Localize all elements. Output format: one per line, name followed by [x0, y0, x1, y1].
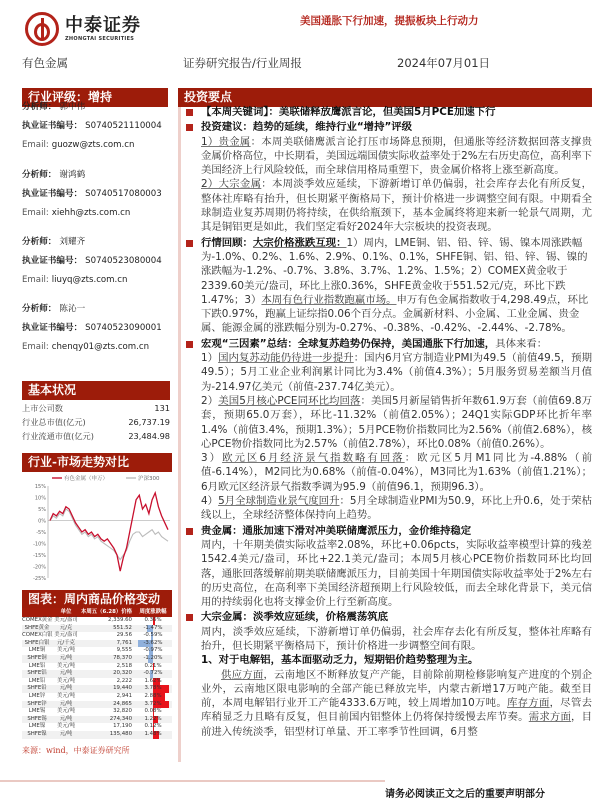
y-tick-label: -25%: [33, 576, 46, 582]
bullet-point: [184, 120, 592, 134]
analyst-name: 刘耀齐: [59, 237, 86, 247]
commodity-name: LME铅: [28, 677, 46, 684]
weekly-change: 2.88%: [144, 692, 162, 699]
commodity-price: 17,190: [113, 723, 132, 730]
commodity-price: 19,440: [113, 685, 132, 692]
underlined-phrase: 需求方面: [528, 711, 572, 724]
commodity-name: LME锌: [28, 692, 46, 699]
commodity-price: 135,480: [109, 730, 132, 737]
weekly-change: 1.62%: [144, 677, 162, 684]
table-header-cell: [22, 608, 52, 617]
rating-bar: 行业评级：增持: [22, 88, 168, 107]
legend-label: 沪深300: [138, 476, 160, 482]
commodity-price: 7,761: [116, 639, 132, 646]
analyst-name-label: 分析师：: [22, 304, 57, 314]
text-segment: ，云南地区不断释放复产产能，目前除前期检修影响复产进度的个别企业外，云南地区限电影响的全部产能已释放完毕，内蒙古新增17万吨产能。截至目前，本周电解铝行业开工产能4333.6万吨，较上周增加10万吨。: [201, 668, 593, 710]
paragraph: [201, 351, 592, 394]
weekly-change: 0.12%: [144, 723, 162, 730]
commodity-price: 32,820: [113, 708, 132, 715]
bullet-point: [184, 337, 592, 351]
paragraph: [201, 494, 592, 523]
analyst-email-row: [22, 136, 172, 155]
commodity-price: 24,865: [113, 700, 132, 707]
table-header-cell: 单位: [60, 609, 72, 615]
price-table: [22, 608, 172, 739]
price-table-bar: 图表：周内商品价格变动: [22, 590, 172, 608]
analyst-cert: S0740523080004: [85, 256, 162, 266]
text-segment: ：本周美联储鹰派言论打压市场降息预期，但通胀等经济数据回落支撑贵金属价格高位，中长期看，美国远端国债实际收益率处于2%左右历史高位，高利率下美国经济上行风险较低，而全球信用格局重塑下，贵金属价格将上涨至新高度。: [201, 135, 592, 177]
text-segment: 周内，十年期美债实际收益率2.08%，环比+0.06pcts，实际收益率模型计算的残差1542.4美元/盎司，环比+22.1美元/盎司；本周5月核心PCE物价指数同环比均回落，通胀回落缓解前期美联储鹰派压力，目前美国十年期国债实际收益率处于2%左右的历史高位，在高利率下美国经济超预期上行风险较低，而去全球化背景下，美元信用的持续弱化也将支撑金价上行至新高度。: [201, 538, 592, 609]
paragraph: [201, 668, 592, 739]
analyst-card: [22, 98, 172, 155]
logo-icon: [25, 12, 59, 46]
weekly-change: 0.08%: [144, 708, 162, 715]
commodity-name: LME镍: [28, 723, 46, 730]
underlined-phrase: 5月全球制造业景气度回升: [218, 495, 340, 508]
analyst-card: [22, 233, 172, 290]
basic-info-row: [22, 429, 170, 443]
weekly-change: -0.97%: [143, 647, 163, 654]
commodity-unit: 元/吨: [59, 685, 73, 692]
text-segment: 2）: [201, 394, 219, 407]
paragraph: [201, 451, 592, 494]
footer-disclaimer: 请务必阅读正文之后的重要声明部分: [385, 789, 545, 800]
analyst-name: 郭中伟: [59, 102, 86, 112]
weekly-change: 3.78%: [144, 685, 162, 692]
commodity-price: 9,555: [116, 647, 132, 654]
commodity-name: COMEX黄金: [22, 617, 53, 623]
weekly-change: -1.20%: [143, 654, 163, 661]
commodity-unit: 美元/吨: [57, 677, 75, 684]
weekly-change: 1.48%: [144, 730, 162, 737]
table-row: [22, 723, 172, 731]
trend-chart-bar: 行业-市场走势对比: [22, 453, 172, 472]
commodity-unit: 元/吨: [59, 654, 73, 661]
commodity-price: 78,370: [113, 654, 132, 661]
commodity-unit: 美元/盎司: [54, 617, 78, 623]
text-segment: ：欧元区5月M1同比为-4.88%（前值-6.14%），M2同比为0.68%（前值-0.04%），M3同比为1.63%（前值1.21%）；6月欧元区经济景气指数季调为95.9（前值96.1，预期96.3）。: [201, 452, 592, 493]
analyst-email[interactable]: chenqy01@zts.com.cn: [51, 342, 150, 352]
series-line-1: [50, 509, 168, 560]
commodity-price: 20,320: [113, 670, 132, 677]
analyst-cert: S0740521110004: [85, 121, 162, 131]
text-segment: 宏观“三因素”总结：全球复苏趋势仍保持，美国通胀下行加速，: [201, 337, 496, 350]
table-row: [22, 617, 172, 625]
analyst-email-label: Email:: [22, 208, 49, 218]
underlined-phrase: 欧元区6月经济景气指数略有回落: [222, 452, 405, 465]
table-row: [22, 693, 172, 701]
table-row: [22, 632, 172, 640]
analyst-email-row: [22, 271, 172, 290]
report-headline: 美国通胀下行加速，提振板块上行动力: [300, 15, 479, 27]
commodity-name: LME铜: [28, 647, 46, 654]
underlined-phrase: 大宗价格涨跌互现：: [252, 236, 347, 249]
analyst-name-label: 分析师：: [22, 170, 57, 180]
analyst-email-label: Email:: [22, 275, 49, 285]
underlined-phrase: 国内复苏动能仍待进一步提升: [218, 352, 354, 365]
report-date: 2024年07月01日: [397, 56, 491, 70]
basic-info-value: 131: [154, 403, 170, 413]
series-line-0: [50, 493, 168, 571]
commodity-name: SHFE锡: [27, 715, 47, 722]
commodity-unit: 美元/吨: [57, 708, 75, 715]
commodity-unit: 元/千克: [57, 639, 75, 646]
table-row: [22, 701, 172, 709]
analyst-cert-label: 执业证书编号：: [22, 189, 83, 199]
company-logo: [25, 12, 141, 46]
commodity-unit: 美元/吨: [57, 647, 75, 654]
bullet-point: [184, 610, 592, 624]
analyst-name: 谢鸿鹤: [59, 170, 86, 180]
commodity-name: SHFE锌: [27, 700, 47, 707]
text-segment: ：美国5月新屋销售折年数61.9万套（前值69.8万套，预期65.0万套），环比-11.32%（前值2.05%）；24Q1实际GDP环比折年率1.4%（前值3.4%，预期1.3%）；5月PCE物价指数同比为2.56%（前值2.68%），核心PCE物价指数同比为2.57%（前值2.78%），环比0.08%（前值0.26%）。: [201, 394, 592, 450]
y-tick-label: 5%: [38, 507, 46, 513]
y-tick-label: 15%: [34, 484, 46, 490]
text-segment: 行情回顾：: [201, 236, 253, 249]
table-header: [22, 608, 172, 617]
analyst-email-label: Email:: [22, 342, 49, 352]
legend-label: 有色金属（申万）: [64, 476, 109, 482]
footer-divider: [0, 780, 385, 782]
commodity-name: SHFE铅: [27, 685, 47, 692]
underlined-phrase: 1）贵金属: [201, 135, 251, 148]
weekly-change: 0.21%: [144, 662, 162, 669]
commodity-name: SHFE镍: [27, 730, 47, 737]
text-segment: 具体来看：: [495, 337, 548, 350]
underlined-phrase: 库存方面: [506, 697, 550, 710]
table-row: [22, 655, 172, 663]
y-tick-label: 10%: [34, 495, 46, 502]
paragraph: [201, 625, 592, 654]
bullet-point: [184, 236, 592, 336]
analyst-cert-row: [22, 252, 172, 271]
text-segment: 3）: [201, 452, 223, 465]
analyst-email-row: [22, 338, 172, 357]
y-tick-label: 0%: [38, 518, 46, 525]
analyst-cert-label: 执业证书编号：: [22, 121, 83, 131]
report-type: 证券研究报告/行业周报: [183, 56, 302, 70]
table-row: [22, 731, 172, 739]
y-tick-label: -20%: [33, 564, 46, 571]
analyst-name-row: [22, 98, 172, 117]
commodity-price: 29.56: [116, 632, 132, 639]
subheading: [201, 653, 592, 667]
basic-info-label: 行业总市值(亿元): [22, 417, 86, 427]
basic-info-row: [22, 415, 170, 429]
commodity-price: 2,339.60: [107, 617, 132, 623]
basic-info-value: 26,737.19: [128, 417, 170, 427]
underlined-phrase: 2）大宗金属: [201, 178, 262, 191]
commodity-price: 2,941: [116, 692, 132, 699]
analyst-name-row: [22, 166, 172, 185]
commodity-name: SHFE黄金: [24, 624, 50, 631]
weekly-change: -1.47%: [143, 624, 163, 631]
analyst-email[interactable]: liuyq@zts.com.cn: [51, 275, 128, 285]
text-segment: ：本周淡季效应延续，下游新增订单仍偏弱，社会库存去化有所反复，整体社库略有抬升，但长期紧平衡格局下，预计价格进一步调整空间有限。中期看全球制造业复苏周期仍将持续，在供给瓶颈下，基本金属终将迎来新一轮景气周期，尤其是铜铝更是如此，我们坚定看好2024年大宗板块的投资表现。: [201, 178, 592, 234]
commodity-price: 2,222: [116, 677, 132, 684]
underlined-phrase: 美国5月核心PCE同环比均回落: [218, 394, 361, 407]
key-points-bar: 投资要点: [178, 88, 592, 107]
table-row: [22, 685, 172, 693]
analyst-email-label: Email:: [22, 140, 49, 150]
text-segment: 申万有色金属指数收于4,298.49点，环比下跌0.97%，跑赢上证综指0.06个百分点。金属新材料、小金属、工业金属、贵金属、能源金属的涨跌幅分别为-0.27%、-0.38%、-0.42%、-2.44%、-2.78%。: [201, 293, 589, 335]
commodity-unit: 美元/盎司: [54, 632, 78, 639]
analyst-email[interactable]: guozw@zts.com.cn: [51, 140, 135, 150]
analyst-card: [22, 166, 172, 223]
weekly-change: -0.72%: [143, 670, 163, 677]
logo-english: ZHONGTAI SECURITIES: [65, 36, 135, 42]
weekly-change: 1.22%: [144, 715, 162, 722]
basic-info-bar: 基本状况: [22, 381, 170, 400]
y-tick-label: -15%: [33, 553, 46, 559]
analyst-name-row: [22, 300, 172, 319]
text-segment: ：5月全球制造业PMI为50.9，环比上升0.6，处于荣枯线以上，全球经济整体保持向上趋势。: [201, 495, 592, 522]
text-segment: 周内，淡季效应延续，下游新增订单仍偏弱，社会库存去化有所反复，整体社库略有抬升，但长期紧平衡格局下，预计价格进一步调整空间有限。: [201, 625, 592, 652]
analyst-email-row: [22, 204, 172, 223]
analyst-cert-row: [22, 117, 172, 136]
text-segment: 1、对于电解铝，基本面驱动乏力，短期铝价趋势整理为主。: [201, 654, 479, 667]
basic-info-label: 行业流通市值(亿元): [22, 431, 94, 441]
paragraph: [201, 538, 592, 609]
text-segment: 1）: [201, 352, 219, 365]
analyst-name-label: 分析师：: [22, 237, 57, 247]
bullet-point: [184, 105, 592, 119]
commodity-unit: 美元/吨: [57, 662, 75, 669]
text-segment: 投资建议：趋势的延续，维持行业“增持”评级: [201, 121, 413, 134]
text-segment: ，尽管去库稍显乏力且略有反复，但目前国内铝整体上仍将保持缓慢去库节奏。: [201, 697, 593, 724]
commodity-price: 2,518: [116, 662, 132, 669]
basic-info-row: [22, 401, 170, 415]
text-segment: 大宗金属：淡季效应延续，价格震荡筑底: [201, 611, 389, 624]
underlined-phrase: 供应方面: [221, 668, 264, 681]
logo-name: 中泰证券: [65, 15, 141, 36]
analyst-cert-label: 执业证书编号：: [22, 323, 83, 333]
analyst-cert: S0740517080003: [85, 189, 162, 199]
text-segment: 贵金属：通胀加速下滑对冲美联储鹰派压力，金价维持稳定: [201, 524, 472, 537]
commodity-name: SHFE白银: [24, 639, 50, 646]
weekly-change: -3.62%: [143, 639, 163, 646]
table-header-cell: 周度涨跌幅: [139, 609, 167, 615]
table-header-cell: 本周五（6.28）价格: [80, 609, 132, 615]
y-tick-label: -10%: [33, 541, 46, 548]
weekly-change: 0.36%: [144, 617, 162, 623]
commodity-name: COMEX白银: [22, 632, 53, 639]
commodity-unit: 元/吨: [59, 670, 73, 677]
commodity-unit: 美元/吨: [57, 692, 75, 699]
analyst-name-label: 分析师：: [22, 102, 57, 112]
text-segment: 【本周关键词】：美联储释放鹰派言论，但美国5月PCE加速下行: [201, 106, 496, 118]
basic-info-label: 上市公司数: [22, 403, 63, 413]
underlined-phrase: 本周有色行业指数跑赢市场。: [261, 293, 397, 306]
y-tick-label: -5%: [36, 530, 46, 536]
commodity-price: 274,340: [109, 715, 132, 722]
paragraph: [201, 394, 592, 451]
commodity-unit: 元/克: [59, 624, 73, 631]
commodity-unit: 美元/吨: [57, 723, 75, 730]
commodity-name: LME铝: [28, 662, 46, 669]
table-row: [22, 708, 172, 716]
bullet-point: [184, 524, 592, 538]
source-note: 来源：wind，中泰证券研究所: [22, 746, 130, 755]
text-segment: 4）: [201, 495, 219, 508]
analyst-cert-label: 执业证书编号：: [22, 256, 83, 266]
analyst-email[interactable]: xiehh@zts.com.cn: [51, 208, 131, 218]
commodity-name: LME锡: [28, 708, 46, 715]
paragraph: [201, 135, 592, 178]
commodity-price: 551.52: [113, 624, 132, 631]
commodity-unit: 元/吨: [59, 715, 73, 722]
key-points-content: [184, 104, 592, 739]
commodity-unit: 元/吨: [59, 730, 73, 737]
trend-chart: [22, 474, 172, 586]
analyst-name-row: [22, 233, 172, 252]
analyst-cert-row: [22, 319, 172, 338]
text-segment: 1）周内，LME铜、铝、铅、锌、锡、镍本周涨跌幅为-1.0%、0.2%、1.6%、2.9%、0.1%、0.1%，SHFE铜、铝、铅、锌、锡、镍的涨跌幅为-1.2%、-0.7%、3.8%、3.7%、1.2%、1.5%；2）COMEX黄金收于2339.60美元/盎司，环比上涨0.36%，SHFE黄金收于551.52元/克，环比下跌1.47%；3）: [201, 236, 588, 306]
weekly-change: -0.59%: [143, 632, 163, 639]
column-divider: [178, 107, 181, 762]
table-row: [22, 670, 172, 678]
table-row: [22, 647, 172, 655]
analyst-cert: S0740523090001: [85, 323, 162, 333]
sector-label: 有色金属: [22, 56, 68, 70]
commodity-unit: 元/吨: [59, 700, 73, 707]
text-segment: ，目前进入传统淡季，铝型材订单量、开工率季节性回调，6月整: [201, 711, 593, 738]
analyst-card: [22, 300, 172, 357]
analyst-cert-row: [22, 185, 172, 204]
commodity-name: SHFE铝: [27, 670, 47, 677]
analyst-name: 陈沁一: [59, 304, 86, 314]
basic-info-value: 23,484.98: [128, 431, 170, 441]
paragraph: [201, 177, 592, 234]
text-segment: ：国内6月官方制造业PMI为49.5（前值49.5，预期49.5）；5月工业企业利润累计同比为3.4%（前值4.3%）；5月服务贸易差额当月值为-214.97亿美元（前值-237.74亿美元）。: [201, 352, 592, 393]
commodity-name: SHFE铜: [27, 654, 47, 661]
weekly-change: 3.72%: [144, 700, 162, 707]
